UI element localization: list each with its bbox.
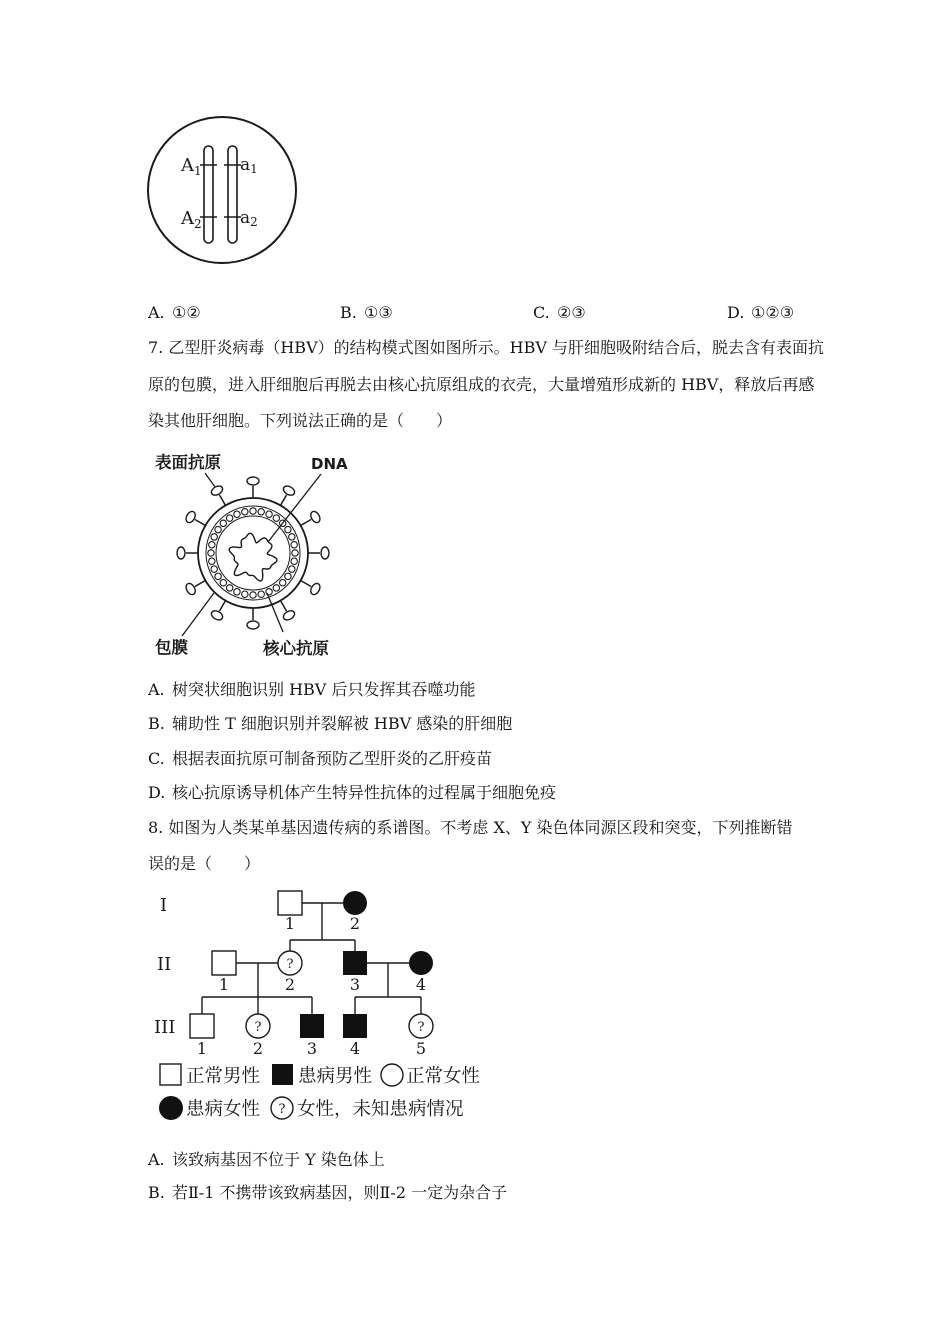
gene-label-A1: $A_1$ — [181, 155, 202, 178]
spike-stalk — [195, 581, 205, 587]
gene-label-A2: $A_2$ — [181, 208, 202, 231]
spike-head — [282, 484, 296, 497]
individual-iii-3-affected-male — [300, 1014, 324, 1038]
individual-number: 1 — [218, 975, 230, 994]
capsid-outer-ring — [206, 506, 300, 600]
spike-head — [309, 582, 322, 596]
individual-number: 3 — [306, 1039, 318, 1058]
legend-normal-female-symbol — [381, 1064, 403, 1086]
spike-stalk — [195, 520, 205, 526]
gene-label-a1: a1 — [240, 155, 258, 176]
capsid-bead — [209, 558, 215, 564]
individual-number: 5 — [415, 1039, 427, 1058]
chromosome-right — [228, 146, 237, 243]
q8-option-a — [148, 1150, 385, 1170]
spike-stalk — [301, 581, 311, 587]
individual-i-2-affected-female — [343, 891, 367, 915]
capsid-bead — [215, 573, 221, 579]
capsid-bead — [279, 579, 285, 585]
individual-number: 1 — [196, 1039, 208, 1058]
option-letter: D. — [148, 783, 166, 802]
legend-normal-female-label: 正常女性 — [406, 1066, 481, 1087]
legend-normal-male-label: 正常男性 — [186, 1066, 261, 1087]
label-surface-antigen: 表面抗原 — [155, 453, 221, 472]
q8-stem-line-1: 8. 如图为人类某单基因遗传病的系谱图。不考虑 X、Y 染色体同源区段和突变，下列推断错 — [148, 818, 793, 837]
q7-stem-line-2: 原的包膜，进入肝细胞后再脱去由核心抗原组成的衣壳，大量增殖形成新的 HBV，释放后再感 — [148, 375, 815, 394]
spike-head — [177, 547, 185, 559]
capsid-bead — [209, 542, 215, 548]
pedigree-figure — [150, 882, 495, 1127]
capsid-bead — [220, 579, 226, 585]
chromosome-figure — [140, 108, 310, 273]
capsid-bead — [289, 566, 295, 572]
spike-stalk — [220, 601, 226, 611]
capsid-bead — [291, 542, 297, 548]
option-letter: C. — [533, 303, 550, 322]
capsid-bead — [291, 558, 297, 564]
option-text: 若Ⅱ-1 不携带该致病基因，则Ⅱ-2 一定为杂合子 — [172, 1183, 508, 1202]
unknown-mark: ? — [278, 1102, 286, 1117]
surface-antigen-spikes — [177, 477, 329, 629]
individual-number: 4 — [349, 1039, 361, 1058]
q6-option-a — [148, 303, 201, 323]
capsid-bead — [273, 515, 279, 521]
capsid-bead — [226, 515, 232, 521]
hbv-structure-figure — [150, 447, 348, 662]
option-text: 树突状细胞识别 HBV 后只发挥其吞噬功能 — [172, 680, 476, 699]
generation-label-1: I — [160, 895, 168, 916]
option-text: 根据表面抗原可制备预防乙型肝炎的乙肝疫苗 — [172, 749, 493, 768]
q6-option-b — [340, 303, 393, 323]
individual-ii-4-affected-female — [409, 951, 433, 975]
spike-stalk — [281, 495, 287, 505]
option-text: 该致病基因不位于 Y 染色体上 — [172, 1150, 385, 1169]
individual-i-1-normal-male — [278, 891, 302, 915]
unknown-mark: ? — [417, 1020, 425, 1035]
capsid-bead — [250, 592, 256, 598]
option-letter: B. — [340, 303, 357, 322]
spike-head — [247, 477, 259, 485]
individual-iii-1-normal-male — [190, 1014, 214, 1038]
capsid-bead — [258, 509, 264, 515]
option-letter: B. — [148, 714, 165, 733]
spike-head — [210, 609, 224, 622]
capsid-bead — [211, 566, 217, 572]
option-letter: B. — [148, 1183, 165, 1202]
q8-option-b — [148, 1183, 507, 1203]
capsid-bead — [242, 509, 248, 515]
capsid-bead — [234, 511, 240, 517]
generation-label-3: III — [154, 1017, 176, 1038]
q7-option-a — [148, 680, 475, 700]
chromosome-left — [204, 146, 213, 243]
capsid-bead — [273, 585, 279, 591]
option-text: 核心抗原诱导机体产生特异性抗体的过程属于细胞免疫 — [172, 783, 557, 802]
option-letter: A. — [148, 1150, 165, 1169]
individual-iii-4-affected-male — [343, 1014, 367, 1038]
capsid-bead — [208, 550, 214, 556]
label-dna: DNA — [311, 455, 348, 473]
unknown-mark: ? — [286, 957, 294, 972]
leader-envelope — [182, 593, 214, 636]
unknown-mark: ? — [254, 1020, 262, 1035]
spike-head — [184, 582, 197, 596]
capsid-bead — [234, 589, 240, 595]
individual-number: 4 — [415, 975, 427, 994]
capsid-bead — [250, 508, 256, 514]
q7-option-d — [148, 783, 556, 803]
spike-head — [282, 609, 296, 622]
label-envelope: 包膜 — [155, 638, 188, 657]
individual-number: 3 — [349, 975, 361, 994]
legend-affected-female-symbol — [159, 1096, 183, 1120]
q6-option-c — [533, 303, 586, 323]
capsid-bead — [266, 511, 272, 517]
capsid-bead — [242, 591, 248, 597]
generation-label-2: II — [157, 954, 172, 975]
q7-option-b — [148, 714, 512, 734]
option-letter: C. — [148, 749, 165, 768]
leader-core-antigen — [267, 593, 283, 632]
capsid-bead — [220, 520, 226, 526]
capsid-bead — [285, 526, 291, 532]
q7-stem-line-3: 染其他肝细胞。下列说法正确的是（ ） — [148, 411, 453, 430]
q7-option-c — [148, 749, 492, 769]
legend-normal-male-symbol — [160, 1064, 181, 1085]
option-text: ①② — [172, 303, 201, 322]
option-letter: A. — [148, 680, 165, 699]
q7-stem-line-1: 7. 乙型肝炎病毒（HBV）的结构模式图如图所示。HBV 与肝细胞吸附结合后，脱去含有表面抗 — [148, 338, 824, 357]
q6-option-d — [727, 303, 794, 323]
legend-affected-female-label: 患病女性 — [186, 1099, 261, 1120]
spike-stalk — [281, 601, 287, 611]
spike-stalk — [301, 520, 311, 526]
individual-ii-3-affected-male — [343, 951, 367, 975]
gene-label-a2: a2 — [240, 208, 258, 229]
cell-outline — [148, 117, 296, 263]
option-text: ①③ — [364, 303, 393, 322]
individual-ii-1-normal-male — [212, 951, 236, 975]
legend-unknown-female-label: 女性，未知患病情况 — [297, 1099, 464, 1120]
capsid-bead — [289, 534, 295, 540]
spike-head — [247, 621, 259, 629]
option-text: ①②③ — [751, 303, 795, 322]
capsid-bead — [258, 591, 264, 597]
individual-number: 2 — [284, 975, 296, 994]
option-letter: A. — [148, 303, 165, 322]
spike-head — [210, 484, 224, 497]
option-text: 辅助性 T 细胞识别并裂解被 HBV 感染的肝细胞 — [172, 714, 513, 733]
capsid-bead — [292, 550, 298, 556]
q8-stem-line-2: 误的是（ ） — [148, 854, 261, 873]
spike-head — [321, 547, 329, 559]
legend-affected-male-symbol — [272, 1064, 293, 1085]
capsid-bead — [211, 534, 217, 540]
capsid-bead — [285, 573, 291, 579]
legend-affected-male-label: 患病男性 — [298, 1066, 373, 1087]
label-core-antigen: 核心抗原 — [263, 639, 329, 658]
pedigree-legend — [159, 1064, 481, 1120]
spike-head — [184, 510, 197, 524]
individual-number: 2 — [349, 914, 361, 933]
capsid-bead — [215, 526, 221, 532]
individual-number: 1 — [284, 914, 296, 933]
spike-head — [309, 510, 322, 524]
option-letter: D. — [727, 303, 745, 322]
individual-number: 2 — [252, 1039, 264, 1058]
spike-stalk — [220, 495, 226, 505]
capsid-bead — [226, 585, 232, 591]
option-text: ②③ — [557, 303, 586, 322]
leader-surface-antigen — [205, 473, 215, 487]
